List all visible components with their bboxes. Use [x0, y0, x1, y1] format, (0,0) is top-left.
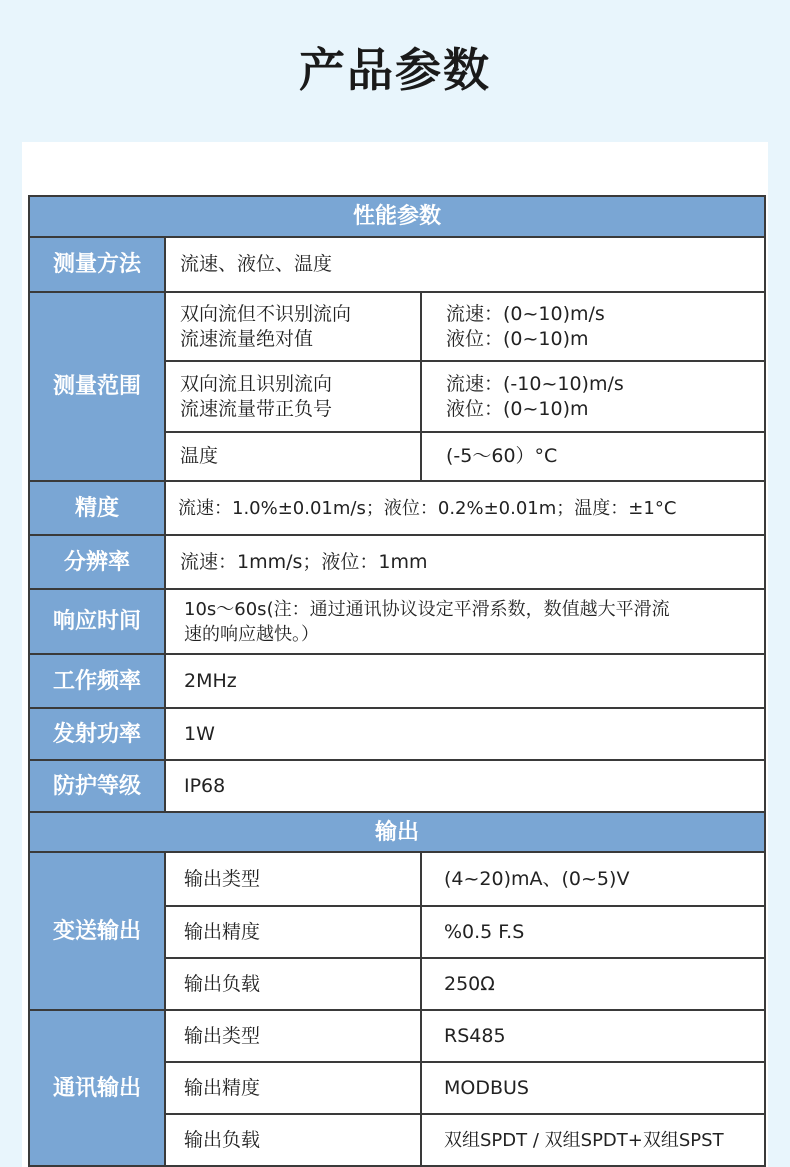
resolution-row: [29, 535, 765, 589]
performance-header-row: [29, 196, 765, 237]
range-mode-cell: [165, 292, 421, 361]
response-line: 10s～60s(注：通过通讯协议设定平滑系数，数值越大平滑流: [184, 598, 670, 620]
output-header: 输出: [29, 812, 765, 852]
comm-output-label: 通讯输出: [29, 1010, 165, 1166]
comm-row: [29, 1010, 765, 1062]
range-value-cell: (-5～60）°C: [421, 432, 765, 481]
spec-table: [28, 195, 766, 1167]
range-mode-line: 流速流量带正负号: [180, 397, 333, 420]
range-mode-cell: 温度: [165, 432, 421, 481]
frequency-value: 2MHz: [165, 654, 765, 708]
analog-row: [29, 852, 765, 906]
range-mode-cell: [165, 361, 421, 432]
performance-header: 性能参数: [29, 196, 765, 237]
response-line: 速的响应越快。）: [184, 623, 319, 645]
protection-value: IP68: [165, 760, 765, 812]
protection-row: [29, 760, 765, 812]
response-row: [29, 589, 765, 654]
response-label: 响应时间: [29, 589, 165, 654]
range-value-line: 液位：(0~10)m: [446, 327, 589, 350]
resolution-label: 分辨率: [29, 535, 165, 589]
range-mode-line: 双向流且识别流向: [180, 372, 333, 395]
range-value-line: 流速：(-10~10)m/s: [446, 372, 624, 395]
frequency-row: [29, 654, 765, 708]
comm-name: 输出负载: [165, 1114, 421, 1166]
range-mode-line: 流速流量绝对值: [180, 327, 314, 350]
analog-name: 输出负载: [165, 958, 421, 1010]
range-value-cell: [421, 361, 765, 432]
analog-value: %0.5 F.S: [421, 906, 765, 958]
analog-output-label: 变送输出: [29, 852, 165, 1010]
comm-name: 输出精度: [165, 1062, 421, 1114]
method-row: [29, 237, 765, 292]
power-row: [29, 708, 765, 760]
output-header-row: [29, 812, 765, 852]
analog-value: (4~20)mA、(0~5)V: [421, 852, 765, 906]
range-mode-line: 双向流但不识别流向: [180, 302, 352, 325]
range-value-line: 液位：(0~10)m: [446, 397, 589, 420]
power-value: 1W: [165, 708, 765, 760]
comm-name: 输出类型: [165, 1010, 421, 1062]
range-value-cell: [421, 292, 765, 361]
accuracy-label: 精度: [29, 481, 165, 535]
accuracy-value: 流速：1.0%±0.01m/s；液位：0.2%±0.01m；温度：±1°C: [165, 481, 765, 535]
frequency-label: 工作频率: [29, 654, 165, 708]
response-value: [165, 589, 765, 654]
method-value: 流速、液位、温度: [165, 237, 765, 292]
range-value-line: 流速：(0~10)m/s: [446, 302, 605, 325]
comm-value: 双组SPDT / 双组SPDT+双组SPST: [421, 1114, 765, 1166]
range-label: 测量范围: [29, 292, 165, 481]
method-label: 测量方法: [29, 237, 165, 292]
comm-value: RS485: [421, 1010, 765, 1062]
analog-name: 输出类型: [165, 852, 421, 906]
power-label: 发射功率: [29, 708, 165, 760]
range-row: [29, 292, 765, 361]
accuracy-row: [29, 481, 765, 535]
resolution-value: 流速：1mm/s；液位：1mm: [165, 535, 765, 589]
analog-value: 250Ω: [421, 958, 765, 1010]
comm-value: MODBUS: [421, 1062, 765, 1114]
analog-name: 输出精度: [165, 906, 421, 958]
protection-label: 防护等级: [29, 760, 165, 812]
page-title: 产品参数: [299, 43, 491, 97]
